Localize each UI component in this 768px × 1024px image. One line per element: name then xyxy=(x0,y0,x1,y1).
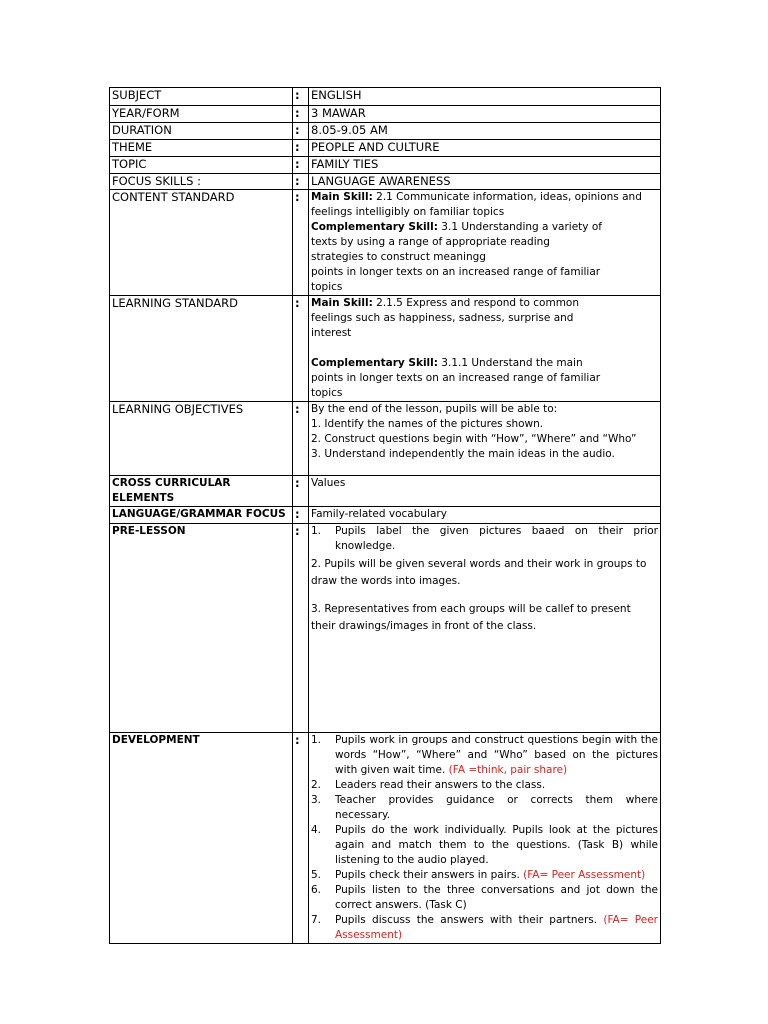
colon: : xyxy=(293,733,309,944)
list-item xyxy=(311,883,658,913)
cross-curricular-label: CROSS CURRICULAR ELEMENTS xyxy=(110,476,293,507)
focus-label: FOCUS SKILLS : xyxy=(110,174,293,190)
fa-note: (FA =think, pair share) xyxy=(448,764,568,776)
comp-skill-line: strategies to construct meaningg xyxy=(311,251,486,263)
focus-row xyxy=(110,174,661,190)
objectives-value xyxy=(309,402,661,476)
colon: : xyxy=(293,524,309,733)
item-text: Pupils discuss the answers with their partners. xyxy=(335,914,604,926)
pre-lesson-label: PRE-LESSON xyxy=(110,524,293,733)
lesson-plan-table xyxy=(109,87,661,944)
theme-label: THEME xyxy=(110,140,293,157)
main-skill-text: 2.1 Communicate information, ideas, opinions and feelings intelligibly on familiar topics xyxy=(311,191,642,218)
comp-skill-text: 3.1 Understanding a variety of xyxy=(437,221,602,233)
cross-curricular-row xyxy=(110,476,661,507)
subject-value: ENGLISH xyxy=(309,88,661,106)
comp-skill-label: Complementary Skill: xyxy=(311,221,438,233)
content-standard-label: CONTENT STANDARD xyxy=(110,190,293,296)
item-number: 1. xyxy=(311,734,322,746)
list-item xyxy=(311,823,658,868)
pre-lesson-value xyxy=(309,524,661,733)
item-number: 2. xyxy=(311,779,322,791)
duration-label: DURATION xyxy=(110,123,293,140)
grammar-value: Family-related vocabulary xyxy=(309,507,661,524)
pre-lesson-item-3: 3. Representatives from each groups will be callef to present their drawings/images in front of the class. xyxy=(311,603,631,632)
list-item xyxy=(311,778,658,793)
item-number: 4. xyxy=(311,824,322,836)
year-value: 3 MAWAR xyxy=(309,106,661,123)
content-standard-row xyxy=(110,190,661,296)
list-item xyxy=(311,733,658,778)
pre-lesson-row xyxy=(110,524,661,733)
grammar-label: LANGUAGE/GRAMMAR FOCUS xyxy=(110,507,293,524)
comp-skill-line: topics xyxy=(311,281,343,293)
colon: : xyxy=(293,190,309,296)
objective-line: 1. Identify the names of the pictures shown. xyxy=(311,418,544,430)
topic-row xyxy=(110,157,661,174)
objectives-label: LEARNING OBJECTIVES xyxy=(110,402,293,476)
year-row xyxy=(110,106,661,123)
main-skill-text: 2.1.5 Express and respond to common xyxy=(372,297,580,309)
pre-lesson-list xyxy=(311,524,658,554)
development-list xyxy=(311,733,658,943)
topic-label: TOPIC xyxy=(110,157,293,174)
cross-curricular-value: Values xyxy=(309,476,661,507)
item-number: 5. xyxy=(311,869,322,881)
list-item xyxy=(311,868,658,883)
subject-label: SUBJECT xyxy=(110,88,293,106)
main-skill-line: interest xyxy=(311,327,352,339)
colon: : xyxy=(293,402,309,476)
colon: : xyxy=(293,174,309,190)
colon: : xyxy=(293,123,309,140)
item-number: 1. xyxy=(311,525,322,537)
subject-row xyxy=(110,88,661,106)
main-skill-label: Main Skill: xyxy=(311,191,373,203)
fa-note: (FA= Peer Assessment) xyxy=(523,869,646,881)
item-text: Leaders read their answers to the class. xyxy=(335,779,546,791)
colon: : xyxy=(293,296,309,402)
main-skill-line: feelings such as happiness, sadness, surprise and xyxy=(311,312,574,324)
focus-value: LANGUAGE AWARENESS xyxy=(309,174,661,190)
learning-standard-value xyxy=(309,296,661,402)
colon: : xyxy=(293,88,309,106)
item-text: Teacher provides guidance or corrects them where necessary. xyxy=(335,794,658,821)
list-item xyxy=(311,793,658,823)
learning-standard-label: LEARNING STANDARD xyxy=(110,296,293,402)
theme-value: PEOPLE AND CULTURE xyxy=(309,140,661,157)
item-text: Pupils listen to the three conversations and jot down the correct answers. (Task C) xyxy=(335,884,658,911)
item-text: Pupils label the given pictures baaed on their prior knowledge. xyxy=(335,525,658,552)
duration-row xyxy=(110,123,661,140)
objective-line: 2. Construct questions begin with “How”, “Where” and “Who” xyxy=(311,433,637,445)
learning-standard-row xyxy=(110,296,661,402)
year-label: YEAR/FORM xyxy=(110,106,293,123)
development-row xyxy=(110,733,661,944)
objective-line: 3. Understand independently the main ideas in the audio. xyxy=(311,448,615,460)
content-standard-value xyxy=(309,190,661,296)
list-item xyxy=(311,524,658,554)
comp-skill-line: points in longer texts on an increased range of familiar xyxy=(311,266,601,278)
theme-row xyxy=(110,140,661,157)
item-text: Pupils work in groups and construct questions begin with the words “How”, “Where” and “Who” based on the pictures with given wait time. xyxy=(335,734,658,776)
comp-skill-label: Complementary Skill: xyxy=(311,357,438,369)
colon: : xyxy=(293,157,309,174)
comp-skill-line: topics xyxy=(311,387,343,399)
item-text: Pupils check their answers in pairs. xyxy=(335,869,524,881)
development-label: DEVELOPMENT xyxy=(110,733,293,944)
pre-lesson-item-2: 2. Pupils will be given several words and their work in groups to draw the words into images. xyxy=(311,558,647,587)
list-item xyxy=(311,913,658,943)
duration-value: 8.05-9.05 AM xyxy=(309,123,661,140)
item-text: Pupils do the work individually. Pupils look at the pictures again and match them to the questions. (Task B) while listening to the audio played. xyxy=(335,824,658,866)
colon: : xyxy=(293,140,309,157)
comp-skill-line: texts by using a range of appropriate reading xyxy=(311,236,550,248)
grammar-row xyxy=(110,507,661,524)
colon: : xyxy=(293,106,309,123)
item-number: 6. xyxy=(311,884,322,896)
objective-line: By the end of the lesson, pupils will be able to: xyxy=(311,403,558,415)
colon: : xyxy=(293,476,309,507)
comp-skill-line: points in longer texts on an increased range of familiar xyxy=(311,372,601,384)
fa-note: (FA= Peer Assessment) xyxy=(335,914,658,941)
main-skill-label: Main Skill: xyxy=(311,297,373,309)
topic-value: FAMILY TIES xyxy=(309,157,661,174)
objectives-row xyxy=(110,402,661,476)
colon: : xyxy=(293,507,309,524)
comp-skill-text: 3.1.1 Understand the main xyxy=(437,357,583,369)
item-number: 7. xyxy=(311,914,322,926)
development-value xyxy=(309,733,661,944)
item-number: 3. xyxy=(311,794,322,806)
